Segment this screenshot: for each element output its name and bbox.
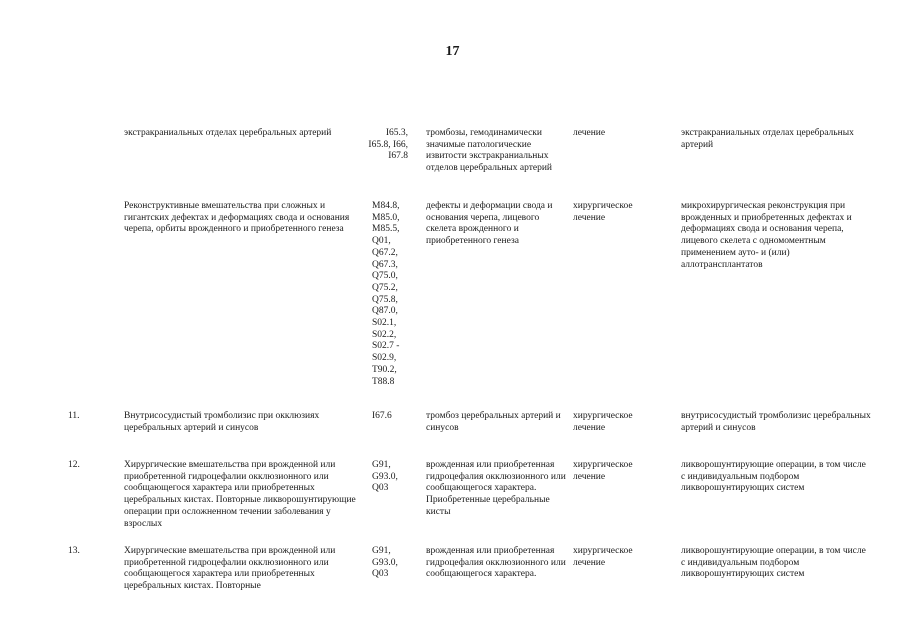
treatment-type: хирургическое лечение (573, 201, 633, 223)
treatment-type: лечение (573, 128, 606, 138)
icd-codes: I67.6 (372, 411, 392, 421)
patient-model: тромбозы, гемодинамически значимые патологические извитости экстракраниальных отделов церебральных артерий (426, 128, 552, 174)
patient-model: дефекты и деформации свода и основания черепа, лицевого скелета врожденного и приобретенного генеза (426, 201, 553, 247)
patient-model: тромбоз церебральных артерий и синусов (426, 411, 561, 433)
treatment-method: ликворошунтирующие операции, в том числе с индивидуальным подбором ликворошунтирующих систем (681, 460, 866, 494)
page-number: 17 (445, 44, 460, 59)
row-number: 13. (68, 546, 80, 556)
icd-codes: I65.3, I65.8, I66, I67.8 (368, 128, 408, 162)
treatment-type: хирургическое лечение (573, 546, 633, 568)
treatment-method: экстракраниальных отделах церебральных артерий (681, 128, 854, 150)
care-type-name: Реконструктивные вмешательства при сложных и гигантских дефектах и деформациях свода и основания черепа, орбиты врожденного и приобретенного генеза (124, 201, 350, 235)
treatment-method: ликворошунтирующие операции, в том числе с индивидуальным подбором ликворошунтирующих систем (681, 546, 866, 580)
icd-codes: G91, G93.0, Q03 (372, 460, 398, 494)
row-number: 12. (68, 460, 80, 470)
row-number: 11. (68, 411, 80, 421)
care-type-name: Хирургические вмешательства при врожденной или приобретенной гидроцефалии окклюзионного или сообщающегося характера или приобретенных церебральных кистах. Повторные ликворошунтирующие операции при осложненном течении заболевания у взрослых (124, 460, 356, 529)
care-type-name: экстракраниальных отделах церебральных артерий (124, 128, 332, 138)
treatment-method: микрохирургическая реконструкция при врожденных и приобретенных дефектах и деформациях свода и основания черепа, лицевого скелета с одномоментным применением ауто- и (или) аллотрансплантатов (681, 201, 852, 270)
icd-codes: M84.8, M85.0, M85.5, Q01, Q67.2, Q67.3, Q75.0, Q75.2, Q75.8, Q87.0, S02.1, S02.2, S02.7 - S02.9, T90.2, T88.8 (372, 201, 400, 387)
treatment-method: внутрисосудистый тромболизис церебральных артерий и синусов (681, 411, 871, 433)
patient-model: врожденная или приобретенная гидроцефалия окклюзионного или сообщающегося характера. Приобретенные церебральные кисты (426, 460, 566, 517)
treatment-type: хирургическое лечение (573, 460, 633, 482)
care-type-name: Хирургические вмешательства при врожденной или приобретенной гидроцефалии окклюзионного или сообщающегося характера или приобретенных церебральных кистах. Повторные (124, 546, 336, 592)
icd-codes: G91, G93.0, Q03 (372, 546, 398, 580)
patient-model: врожденная или приобретенная гидроцефалия окклюзионного или сообщающегося характера. (426, 546, 566, 580)
care-type-name: Внутрисосудистый тромболизис при окклюзиях церебральных артерий и синусов (124, 411, 320, 433)
treatment-type: хирургическое лечение (573, 411, 633, 433)
